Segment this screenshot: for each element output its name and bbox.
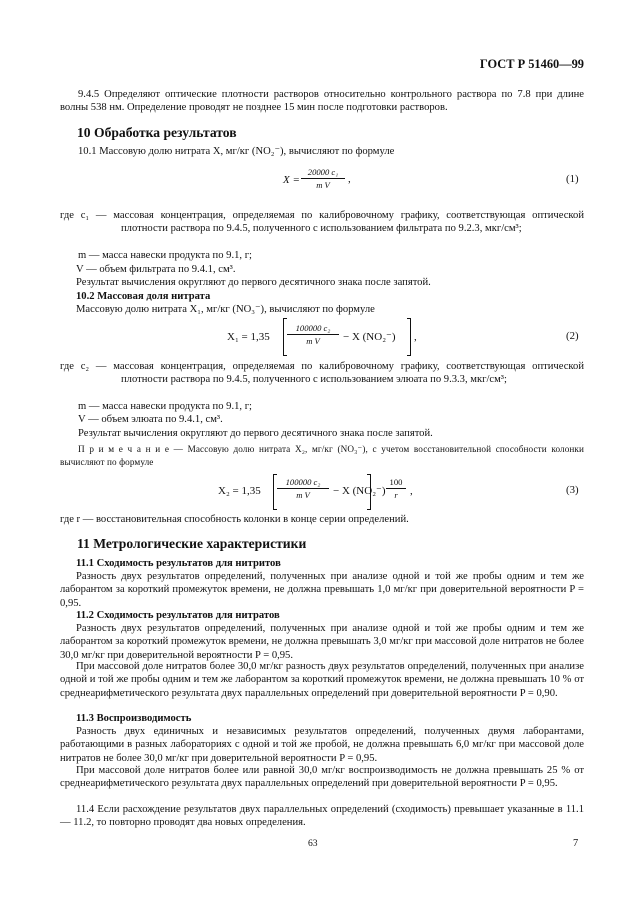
paragraph-11-1: Разность двух результатов определений, полученных при анализе одной и той же пробы одним и тем же лаборантом за короткий промежуток времени, не должна превышать 1,0 мг/кг при доверительной вероятности P = 0,95. xyxy=(60,571,584,609)
eq3-fraction xyxy=(277,477,329,500)
eq3-minus-term: − X (NO₂⁻) xyxy=(333,485,386,497)
eq3-comma: , xyxy=(410,485,413,497)
definition-m2: m — масса навески продукта по 9.1, г; xyxy=(78,401,252,412)
eq2-denominator: m V xyxy=(306,336,320,346)
subsection-11-3-title: 11.3 Воспроизводимость xyxy=(76,713,192,724)
paragraph-10-2: Массовую долю нитрата X₁, мг/кг (NO₃⁻), вычисляют по формуле xyxy=(76,304,375,315)
section-10-title: 10 Обработка результатов xyxy=(77,125,237,140)
definition-v2: V — объем элюата по 9.4.1, см³. xyxy=(78,414,223,425)
section-11-title: 11 Метрологические характеристики xyxy=(77,536,307,551)
definition-c2: где c₂ — массовая концентрация, определяемая по калибровочному графику, соответствующая оптической плотности раствора по 9.4.5, полученного с использованием элюата по 9.3.3, мкг/см³; xyxy=(60,361,584,386)
note-x2: П р и м е ч а н и е — Массовую долю нитрата X₂, мг/кг (NO₃⁻), с учетом восстановительной способности колонки вычисляют по формуле xyxy=(60,444,584,467)
paragraph-10-1: 10.1 Массовую долю нитрата X, мг/кг (NO₂⁻), вычисляют по формуле xyxy=(78,146,395,157)
subsection-10-2-title: 10.2 Массовая доля нитрата xyxy=(76,291,211,302)
definition-r: где r — восстановительная способность колонки в конце серии определений. xyxy=(60,514,409,525)
eq1-numerator: 20000 c₁ xyxy=(301,167,345,179)
paragraph-11-4: 11.4 Если расхождение результатов двух параллельных определений (сходимость) превышает указанные в 11.1 — 11.2, то повторно проводят два новых определения. xyxy=(60,804,584,829)
eq2-minus-term: − X (NO₂⁻) xyxy=(343,331,396,343)
eq2-fraction xyxy=(287,323,339,346)
page-number-center: 63 xyxy=(308,838,318,849)
eq1-comma: , xyxy=(348,173,351,185)
eq2-numerator: 100000 c₂ xyxy=(287,323,339,335)
eq3-denominator-2: r xyxy=(394,490,398,500)
eq3-numerator: 100000 c₂ xyxy=(277,477,329,489)
paragraph-9-4-5: 9.4.5 Определяют оптические плотности растворов относительно контрольного раствора по 7.8 при длине волны 538 нм. Определение проводят не позднее 15 мин после подготовки растворов. xyxy=(60,89,584,114)
eq3-lhs: X₂ = 1,35 xyxy=(218,485,261,497)
eq2-comma: , xyxy=(414,331,417,343)
eq1-denominator: m V xyxy=(316,180,330,190)
eq1-lhs: X = xyxy=(283,174,300,186)
result-rounding-1: Результат вычисления округляют до первого десятичного знака после запятой. xyxy=(76,277,431,288)
definition-v1: V — объем фильтрата по 9.4.1, см³. xyxy=(76,264,236,275)
subsection-11-1-title: 11.1 Сходимость результатов для нитритов xyxy=(76,558,281,569)
eq3-denominator: m V xyxy=(296,490,310,500)
eq3-fraction-2 xyxy=(386,477,406,500)
paragraph-11-2-a: Разность двух результатов определений, полученных при анализе одной и той же пробы одним и тем же лаборантом за короткий промежуток времени, не должна превышать 3,0 мг/кг при массовой доле нитратов не более 30,0 мг/кг при доверительной вероятности P = 0,95. xyxy=(60,623,584,661)
document-code: ГОСТ Р 51460—99 xyxy=(479,57,584,71)
eq3-numerator-2: 100 xyxy=(386,477,406,489)
eq1-fraction xyxy=(301,167,345,190)
eq1-number: (1) xyxy=(566,173,579,185)
paragraph-11-3-b: При массовой доле нитратов более или равной 30,0 мг/кг воспроизводимость не должна превышать 25 % от среднеарифметического результата двух параллельных определений при доверительной вероятности P = 0,95. xyxy=(60,765,584,790)
eq2-number: (2) xyxy=(566,330,579,342)
result-rounding-2: Результат вычисления округляют до первого десятичного знака после запятой. xyxy=(78,428,433,439)
eq2-right-bracket xyxy=(407,318,411,356)
definition-m1: m — масса навески продукта по 9.1, г; xyxy=(78,250,252,261)
paragraph-11-3-a: Разность двух единичных и независимых результатов определений, полученных двумя лаборантами, работающими в разных лабораториях с одной и той же пробой, не должна превышать 6,0 мг/кг при массовой доле нитратов не более 30,0 мг/кг при доверительной вероятности P = 0,95. xyxy=(60,726,584,764)
page-number-right: 7 xyxy=(573,838,579,849)
subsection-11-2-title: 11.2 Сходимость результатов для нитратов xyxy=(76,610,280,621)
eq2-lhs: X₁ = 1,35 xyxy=(227,331,270,343)
eq3-number: (3) xyxy=(566,484,579,496)
definition-c1: где c₁ — массовая концентрация, определяемая по калибровочному графику, соответствующая оптической плотности раствора по 9.4.5, полученного с использованием фильтрата по 9.2.3, мкг/см³; xyxy=(60,210,584,235)
paragraph-11-2-b: При массовой доле нитратов более 30,0 мг/кг разность двух результатов определений, полученных при анализе одной и той же пробы одним и тем же лаборантом за короткий промежуток времени, не должна превышать 10 % от среднеарифметического результата двух параллельных определений при доверительной вероятности P = 0,90. xyxy=(60,661,584,699)
eq3-right-bracket xyxy=(367,474,371,510)
